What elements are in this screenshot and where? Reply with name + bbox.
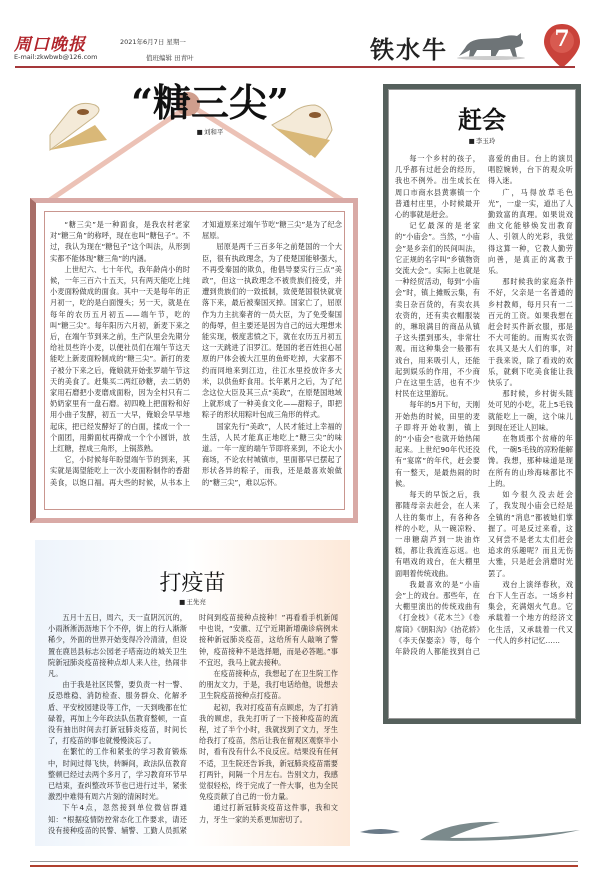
article-title: 打疫苗 (159, 571, 226, 596)
paragraph: 每一个乡村的孩子，几乎都有过赶会的经历，我也不例外。出生成长在周口市商水县黄寨镇一个普通村庄里，小时候最开心的事就是赶会。 (395, 154, 480, 220)
paragraph: 那时候我的家庭条件不好，父亲是一名普通的乡村教师，每月只有一二百元的工资。如果我想在赶会时买件新衣服，那是不大可能的。而购买农资农具又是大人们的事，对于我来说，除了看戏的欢乐，就剩下吃美食能让我快乐了。 (488, 277, 573, 388)
paragraph: 通过打新冠肺炎疫苗这件事，我和文力，牙生一家的关系更加密切了。 (199, 803, 338, 824)
paragraph: 它，小时候每年盼望端午节的到来，其实就是渴望能吃上一次小麦面粉制作的香甜美食，以饱口福。再大些的时候，从书本上才知道原来过端午节吃“糖三尖”是为了纪念屈原。 (50, 220, 342, 487)
header-divider (15, 66, 575, 68)
paragraph: 在繁忙的工作和紧张的学习教育锻炼中，时间过得飞快，转瞬间，政法队伍教育整顿已经过去两个多月了，学习教育环节早已结束，查纠整改环节也已进行过半，紧张激烈中难得有周六片刻的清闲时光。 (48, 747, 187, 802)
paragraph: 如今很久没去赶会了，我发现小庙会已经是全镇的“消息”都被她们掌握了。可是反过来看，这又何尝不是老太太们赶会追求的乐趣呢？而且无伤大雅，只是赶会消磨时光罢了。 (488, 490, 573, 578)
paragraph: 广，马得放草毛色光”，一虚一实，道出了人勤致富的真理。如果说戏曲文化能够焕发出教育人、引领人的光彩，我觉得这算一种，它教人勤劳向善，是真正的寓教于乐。 (488, 187, 573, 276)
article-body (48, 612, 338, 842)
contact-email: E-mail:zkwbwb@126.com (14, 53, 98, 61)
article-title: 赶会 (458, 106, 506, 134)
article-author: ■ 王先亮 (35, 597, 350, 606)
paragraph: 每天的早饭之后，我都随母亲去赶会，在人来人往的集市上，有各种各样的小吃，从一碗凉粉、一串糖葫芦到一块油炸糕，都让我流连忘返。也有唱戏的戏台，在大棚里面唱着传统戏曲。 (395, 490, 480, 578)
paragraph: 五月十五日，周六，天一直阴沉沉的，小雨淅淅沥沥地下个不停，街上的行人渐渐稀少，外面的世界开始变得冷冷清清，但设置在鹿邑县标志公园老子塔南边的城关卫生院新冠肺炎疫苗接种点却人来人往，热闹非凡。 (48, 613, 187, 679)
paragraph: 起初，我对打疫苗有点顾虑，为了打消我的顾虑，我先打听了一下接种疫苗的流程，过了半个小时，我就找到了文力，牙生给我打了疫苗，然后让我在留观区观察半小时，看有没有什么不良反应。结果没有任何不适，卫生院还告诉我，新冠肺炎疫苗需要打两针，间隔一个月左右。告别文力，我感觉很轻松，终于完成了一件大事，也为全民免疫贡献了自己的一份力量。 (199, 702, 338, 802)
page-number: 7 (554, 26, 570, 52)
paragraph: 由于我是社区民警，要负责一村一警、反恐维稳、消防检查、服务群众、化解矛盾、平安校园建设等工作，一天到晚都在忙碌着，再加上今年政法队伍教育整顿，一直没有抽出时间去打新冠肺炎疫苗，时间长了，打疫苗的事也就慢慢淡忘了。 (48, 680, 187, 746)
paragraph: “糖三尖”是一种面食，是我农村老家对“糖三角”的称呼，现在也叫“糖包子”。不过，我认为现在“糖包子”这个叫法，从形到实都不能体现“糖三角”的内涵。 (50, 220, 190, 263)
masthead-logo: 周口晚报 (14, 35, 86, 55)
footer-divider (30, 865, 578, 867)
article-author: ■ 李玉玲 (383, 136, 581, 145)
paragraph: 我最喜欢的是“小庙会”上的戏台。那些年，在大棚里演出的传统戏曲有《打金枝》《花木兰》《卷席筒》《朝阳沟》《抬花轿》《李天保娶亲》等，每个年龄段的人都能找到自己喜爱的曲目。台上的演员唱腔婉转，台下的观众听得入迷。 (395, 154, 573, 656)
paragraph: 在物质那个贫瘠的年代，一碗5毛钱的凉粉能解馋。我想，那种味道是现在所有的山珍海味都比不上的。 (488, 434, 573, 488)
section-title: 铁水牛 (370, 35, 448, 64)
ink-brush-decoration (360, 810, 590, 850)
article-title: “糖三尖” (131, 80, 289, 125)
footer-divider (30, 861, 578, 862)
paragraph: 国家先行“美政”，人民才能过上幸福的生活，人民才能真正地吃上“糖三尖”的味道。一年一度的端午节即将来到，不论大小商场，不论农村城镇市，里面都早已摆起了形状各异的粽子，而我，还是最喜欢娘做的“糖三尖”，难以忘怀。 (202, 421, 342, 487)
sugar-bun-image-left (45, 100, 115, 160)
paragraph: 每年的5月下旬，天刚开始热的时候，田里的麦子即将开始收割，镇上的“小庙会”也就开始热闹起来。上世纪90年代还没有“宴席”的年代，赶会要有一整天，是最热闹的时候。 (395, 400, 480, 488)
paragraph: 那时候，乡村街头随处可见的小吃，花上5毛钱就能吃上一碗，这个味儿到现在还让人回味。 (488, 389, 573, 432)
paragraph: 下午4点，忽然接到单位微信群通知：“根据疫情防控常态化工作要求，请还没有接种疫苗的民警、辅警、工勤人员抓紧时间到疫苗接种点接种！”再看看手机新闻中也说，“安徽、辽宁近期新增确诊病例未接种新冠肺炎疫苗，这给所有人敲响了警钟，疫苗接种不是选择题，而是必答题。”事不宜迟，我马上就去接种。 (48, 613, 338, 835)
article-author: ■ 刘和平 (150, 127, 270, 136)
paragraph: 记忆最深的是老家的“小庙会”。当然，“小庙会”是乡亲们的民间叫法，它正规的名字叫“乡镇物资交流大会”。实际上也就是一种经贸活动，每到“小庙会”时，镇上摊贩云集，有卖日杂百货的，有卖农具农资的，还有卖衣帽服装的，琳琅满目的商品从镇子这头摆到那头，非常壮观。而这种集会一般都有戏台，用来吸引人，还能起到娱乐的作用，不少商户在这里生活，也有不少村民在这里游玩。 (395, 221, 480, 399)
paragraph: 屈原是两千三百多年之前楚国的一个大臣，很有执政理念，为了使楚国能够强大，不再受秦国的欺负，他倡导要实行三点“美政”，但这一执政理念不被贵族们接受，并遭到贵族们的一致抵制，致使楚国很快就衰落下来，最后被秦国灭掉。国家亡了，屈原作为力主抗秦者的一员大臣，为了免受秦国的侮辱，但主要还是因为自己的远大理想未能实现，极度悲愤之下，就在农历五月初五这一天跳进了汨罗江。楚国的老百姓担心屈原的尸体会被大江里的鱼虾吃掉，大家都不约而同地来到江边，往江水里投放许多大米，以供鱼虾食用。长年累月之后，为了纪念这位大臣及其三点“美政”，在原楚国地域上就形成了一种美食文化——甜粽子，即把粽子的形状用粽叶包成三角形的样式。 (202, 242, 342, 420)
paragraph: 戏台上演绎春秋，戏台下人生百态。一场乡村集会，充满烟火气息。它承载着一个地方的经济文化生活，又承载着一代又一代人的乡村记忆…… (488, 579, 573, 645)
duty-editor: 值班编辑 田青叶 (146, 54, 194, 62)
bull-sculpture-icon (455, 30, 527, 60)
article-body (50, 219, 342, 519)
issue-date: 2021年6月7日 星期一 (120, 38, 186, 46)
paragraph: 在疫苗接种点，我想起了在卫生院工作的朋友文力，于是，我打电话给他，说想去卫生院疫苗接种点打疫苗。 (199, 669, 338, 701)
article-body (395, 153, 573, 718)
paragraph: 上世纪六、七十年代，我年龄尚小的时候，一年三百六十五天，只有两天能吃上纯小麦面粉做成的面食。其中一天是每年的正月初一，吃的是白面馒头；另一天，就是在每年的农历五月初五——端午节，吃的叫“糖三尖”。每年阳历六月初，新麦下来之后，在端午节到来之前，生产队里会先期分给社员些许小麦，以便社员们在端午节这天能吃上新麦面粉制成的“糖三尖”。新打的麦子被分下来之后，俺娘就开始张罗端午节这天的美食了。赶集买二两红砂糖，去二奶奶家用石磨把小麦磨成面粉，因为全村只有二奶奶家里有一盘石磨。初四晚上把面粉和好用小曲子发酵，初五一大早，俺娘会早早地起床，把已经发酵好了的白面，揉成一个一个面团，用擀面杖再擀成一个个小圆饼，放上红糖，捏成三角形，上锅蒸熟。 (50, 264, 190, 454)
